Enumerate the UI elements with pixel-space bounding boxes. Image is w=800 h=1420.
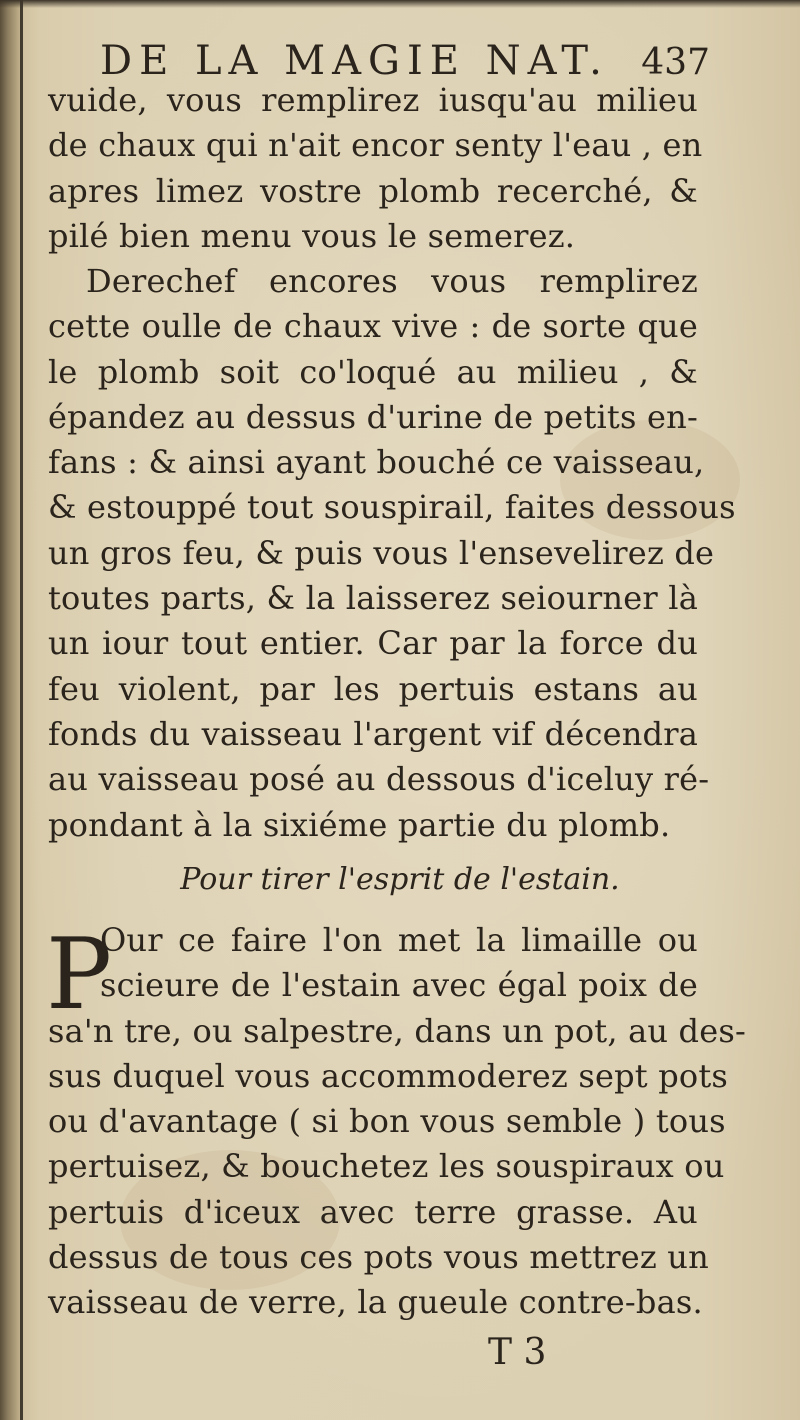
text-line: vaisseau de verre, la gueule contre-bas. [48, 1283, 703, 1322]
binding-edge [20, 0, 23, 1420]
text-line: dessus de tous ces pots vous mettrez un [48, 1238, 709, 1277]
text-line: pertuisez, & bouchetez les souspiraux ou [48, 1147, 725, 1186]
text-line: épandez au dessus d'urine de petits en- [48, 397, 698, 436]
text-line: toutes parts, & la laisserez seiourner là [48, 579, 698, 618]
text-line: fans : & ainsi ayant bouché ce vaisseau, [48, 443, 705, 482]
paragraph-3 [48, 918, 747, 1326]
text-line: sa'n tre, ou salpestre, dans un pot, au des- [48, 1011, 747, 1050]
running-head: DE LA MAGIE NAT. [100, 38, 609, 84]
paragraph-1 [48, 78, 703, 259]
text-line: & estouppé tout souspirail, faites dessous [48, 488, 736, 527]
section-heading: Pour tirer l'esprit de l'estain. [180, 862, 620, 897]
text-line: scieure de l'estain avec égal poix de [100, 966, 698, 1005]
drop-cap: P [46, 918, 112, 1032]
text-line: vuide, vous remplirez iusqu'au milieu [48, 81, 698, 119]
text-line: fonds du vaisseau l'argent vif décendra [48, 714, 698, 753]
text-line: Our ce faire l'on met la limaille ou [100, 921, 698, 959]
text-line: ou d'avantage ( si bon vous semble ) tous [48, 1102, 726, 1141]
paragraph-2 [48, 259, 736, 848]
text-line: le plomb soit co'loqué au milieu , & [48, 352, 698, 391]
text-line: pertuis d'iceux avec terre grasse. Au [48, 1192, 698, 1231]
text-line: apres limez vostre plomb recerché, & [48, 171, 698, 210]
text-line: pilé bien menu vous le semerez. [48, 216, 576, 255]
text-line: un gros feu, & puis vous l'ensevelirez de [48, 533, 715, 572]
text-line: un iour tout entier. Car par la force du [48, 624, 698, 663]
text-line: pondant à la sixiéme partie du plomb. [48, 805, 671, 844]
page-number: 437 [641, 42, 710, 83]
text-line: de chaux qui n'ait encor senty l'eau , en [48, 126, 703, 165]
page-top-edge [0, 0, 800, 8]
text-line: sus duquel vous accommoderez sept pots [48, 1056, 729, 1095]
text-line: feu violent, par les pertuis estans au [48, 669, 698, 708]
signature-mark: T 3 [488, 1332, 547, 1373]
text-line: cette oulle de chaux vive : de sorte que [48, 307, 698, 346]
text-line: au vaisseau posé au dessous d'iceluy ré- [48, 760, 710, 799]
text-line: Derechef encores vous remplirez [86, 262, 698, 300]
